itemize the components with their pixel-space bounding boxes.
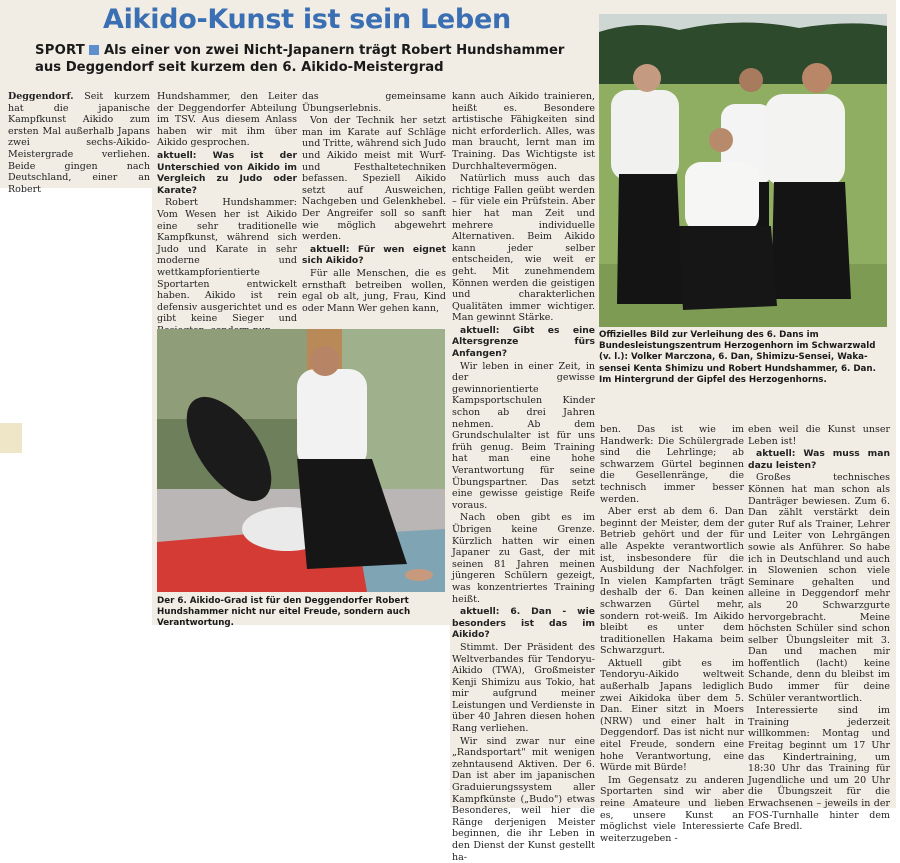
paragraph: Natürlich muss auch das richtige Fallen geübt werden – für viele ein Prüfstein. Aber hier hat man Zeit und mehrere individuelle Alternativen. Beim Aikido kann jeder selber entscheiden, wie weit er geht. Mit zunehmendem Können werden die geistigen und charakterlichen Qualitäten immer wichtiger. Man gewinnt Stärke. [452, 173, 595, 324]
paragraph: Robert Hundshammer: Vom Wesen her ist Aikido eine sehr traditionelle Kampfkunst, während sich Judo und Karate in sehr moderne und wettkampforientierte Sportarten entwickelt haben. Aikido ist rein defensiv ausgerichtet und es gibt keine Sieger und [157, 197, 297, 325]
group-photo-illustration [599, 14, 887, 327]
article-title: Aikido-Kunst ist sein Leben [103, 4, 511, 35]
text-column-5 [600, 424, 744, 844]
paragraph: Im Gegensatz zu anderen Sportarten sind wir aber reine Amateure und lieben es, unsere Kunst an möglichst viele Interessierte weiterzugeben - [600, 774, 744, 844]
paragraph: kann auch Aikido trainieren, heißt es. Besondere artistische Fähigkeiten sind nicht erforderlich. Alles, was man braucht, lernt man im Training. Das Wichtigste ist Durchhaltevermögen. [452, 91, 595, 172]
text-column-2 [157, 91, 297, 329]
paragraph: Von der Technik her setzt man im Karate auf Schläge und Tritte, während sich Judo und Aikido meist mit Wurf- und Festhaltetechniken befassen. Speziell Aikido setzt auf Ausweichen, Nachgeben und Gelenkhebel. Der Angreifer soll so sanft wie möglich abgewehrt werden. [302, 115, 446, 243]
photo-group-herzogenhorn [599, 14, 887, 327]
article-subtitle [35, 42, 595, 76]
paragraph: ben. Das ist wie im Handwerk: Die Schülergrade sind die Lehrlinge; ab schwarzem Gürtel beginnen die Gesellenränge, die technisch immer besser werden. [600, 424, 744, 505]
interview-question: aktuell: Was muss man dazu leisten? [748, 448, 890, 471]
paragraph: Stimmt. Der Präsident des Weltverbandes für Tendoryu-Aikido (TWA), Großmeister Kenji Shimizu aus Tokio, hat mir aufgrund meiner Leistungen und Verdienste in über 40 Jahren diesen hohen Rang verliehen. [452, 641, 595, 735]
text-column-6 [748, 424, 890, 833]
subtitle-text: Als einer von zwei Nicht-Japanern trägt Robert Hundshammer aus Deggendorf seit kurzem den 6. Aikido-Meistergrad [35, 43, 565, 75]
paragraph: eben weil die Kunst unser Leben ist! [748, 424, 890, 447]
paragraph: Wir leben in einer Zeit, in der gewisse gewinnorientierte Kampsportschulen Kinder schon ab drei Jahren nehmen. Ab dem Grundschulalter ist für uns früh genug. Beim Training hat man eine hohe Verantwortung für seine Übungspartner. Das setzt eine gewisse geistige Reife voraus. [452, 360, 595, 511]
paragraph: Aber erst ab dem 6. Dan beginnt der Meister, dem der Betrieb gehört und der für alle Aspekte verantwortlich ist, insbesondere für die Ausbildung der Nachfolger. In vielen Kampfarten trägt deshalb der 6. Dan keinen schwarzen Gürtel mehr, sondern rot-weiß. Im Aikido bleibt es unter dem traditionellen Hakama beim Schwarzgurt. [600, 506, 744, 657]
interview-question: aktuell: Was ist der Unterschied von Aikido im Vergleich zu Judo oder Karate? [157, 149, 297, 196]
paragraph: Aktuell gibt es im Tendoryu-Aikido weltweit außerhalb Japans lediglich zwei Aikidoka über dem 5. Dan. Einer sitzt in Moers (NRW) und einer halt in Deggendorf. Das ist nicht nur eitel Freude, sondern eine hohe Verantwortung, eine Würde mit Bürde! [600, 657, 744, 774]
section-square-icon [89, 45, 99, 55]
interview-question: aktuell: 6. Dan - wie besonders ist das im Aikido? [452, 606, 595, 641]
tape-strip [0, 423, 22, 453]
paragraph: Hundshammer, den Leiter der Deggendorfer Abteilung im TSV. Aus diesem Anlass haben wir mit ihm über Aikido gesprochen. [157, 91, 297, 149]
photo-caption-throw: Der 6. Aikido-Grad ist für den Deggendorfer Robert Hundshammer nicht nur eitel Freude, sondern auch Verantwortung. [157, 596, 411, 629]
section-label: SPORT [35, 43, 85, 58]
paragraph: Wir sind zwar nur eine „Randsportart" mit wenigen zehntausend Aktiven. Der 6. Dan ist aber im japanischen Graduierungssystem aller Kampfkünste („Budo") etwas Besonderes, weil hier die Ränge derjenigen Meister beginnen, die ihr Leben in den Dienst der Kunst gestellt ha- [452, 735, 595, 863]
photo-aikido-throw [157, 329, 445, 592]
paragraph-text: Seit kurzem hat die japanische Kampfkunst Aikido zum ersten Mal außerhalb Japans zwei sechs-Aikido-Meistergrade verliehen. Beide gingen nach Deutschland, einer an Robert [8, 91, 150, 195]
paragraph: Interessierte sind im Training jederzeit willkommen: Montag und Freitag beginnt um 17 Uhr das Kindertraining, um 18:30 Uhr das Training für Jugendliche und um 20 Uhr die Übungszeit für die Erwachsenen – jeweils in der FOS-Turnhalle hinter dem Cafe Bredl. [748, 705, 890, 833]
text-column-3 [302, 91, 446, 329]
text-column-4 [452, 91, 595, 863]
interview-question: aktuell: Für wen eignet sich Aikido? [302, 243, 446, 267]
paragraph: Großes technisches Können hat man schon als Danträger bewiesen. Zum 6. Dan zählt verstärkt dein guter Ruf als Trainer, Lehrer und Leiter von Lehrgängen sowie als Anführer. So habe ich in Deutschland und auch in Slowenien schon viele Seminare gehalten und alleine in Deggendorf mehr als 20 Schwarzgurte hervorgebracht. Meine höchsten Schüler sind schon selber Übungsleiter mit 3. Dan und machen mir hoffentlich (lacht) keine Schande, denn du bleibst im Budo immer für deine Schüler verantwortlich. [748, 472, 890, 704]
paragraph: das gemeinsame Übungserlebnis. [302, 91, 446, 114]
dateline: Deggendorf. [8, 91, 74, 102]
paragraph: Nach oben gibt es im Übrigen keine Grenze. Kürzlich hatten wir einen Japaner zu Gast, der mit seinen 81 Jahren meinen jüngeren Schülern gezeigt, was konzentriertes Training heißt. [452, 512, 595, 605]
paragraph [8, 91, 150, 195]
photo-caption-group: Offizielles Bild zur Verleihung des 6. Dans im Bundesleistungszentrum Herzogenhorn im Schwarzwald (v. l.): Volker Marczona, 6. Dan, Shimizu-Sensei, Waka-sensei Kenta Shimizu und Robert Hundshammer, 6. Dan. Im Hintergrund der Gipfel des Herzogenhorns. [599, 330, 876, 385]
aikido-throw-illustration [157, 329, 445, 592]
text-column-1 [8, 91, 150, 195]
paragraph: Für alle Menschen, die es ernsthaft betreiben wollen, egal ob alt, jung, Frau, Kind oder Mann Wer gehen kann, [302, 267, 446, 314]
interview-question: aktuell: Gibt es eine Altersgrenze fürs Anfangen? [452, 324, 595, 360]
